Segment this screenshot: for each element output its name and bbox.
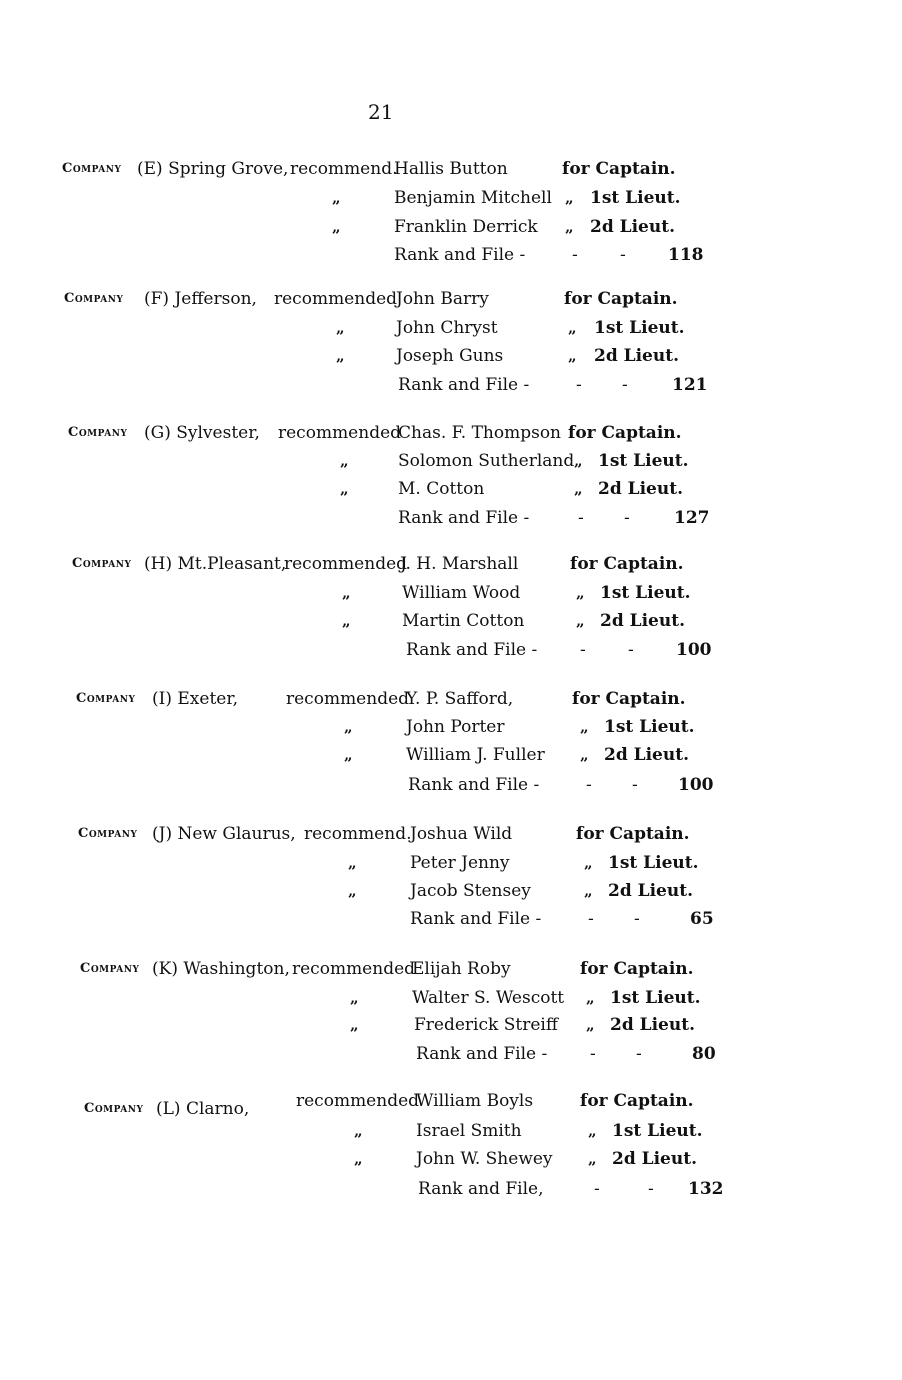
ditto-mark: „	[568, 319, 577, 337]
ditto-mark: „	[344, 746, 353, 764]
captain-line	[78, 821, 838, 847]
ditto-mark: „	[336, 319, 345, 337]
leader-dash: -	[622, 375, 628, 395]
lieut1-line	[64, 315, 824, 341]
rank-and-file-label: Rank and File,	[418, 1179, 544, 1199]
lieut2-line	[64, 343, 824, 369]
lieut2-name: Franklin Derrick	[394, 217, 538, 237]
rank-file-line	[76, 772, 836, 798]
captain-name: Chas. F. Thompson	[398, 423, 562, 443]
rank-file-count: 100	[676, 640, 712, 660]
recommended-word: recommended	[296, 1091, 420, 1111]
ditto-mark: „	[586, 1016, 595, 1034]
rank-file-line	[80, 1041, 840, 1067]
captain-rank: for Captain.	[562, 159, 676, 179]
captain-line	[80, 956, 840, 982]
recommended-word: recommend.	[290, 159, 398, 179]
captain-line	[64, 286, 824, 312]
ditto-mark: „	[332, 218, 341, 236]
lieut2-name: Jacob Stensey	[410, 881, 531, 901]
captain-line	[62, 156, 822, 182]
lieut1-line	[72, 580, 832, 606]
company-entry-g	[68, 420, 828, 540]
lieut1-name: Israel Smith	[416, 1121, 522, 1141]
company-label: Company	[72, 556, 132, 571]
leader-dash: -	[636, 1044, 642, 1064]
lieut2-line	[72, 608, 832, 634]
ditto-mark: „	[584, 882, 593, 900]
ditto-mark: „	[576, 612, 585, 630]
rank-file-line	[68, 505, 828, 531]
recommended-word: recommend.	[304, 824, 412, 844]
rank-file-count: 132	[688, 1179, 724, 1199]
ditto-mark: „	[580, 718, 589, 736]
recommended-word: recommended	[278, 423, 402, 443]
rank-and-file-label: Rank and File -	[398, 375, 530, 395]
rank-file-count: 127	[674, 508, 710, 528]
company-entry-j	[78, 821, 838, 941]
company-entry-f	[64, 286, 824, 406]
ditto-mark: „	[348, 854, 357, 872]
lieut1-rank: 1st Lieut.	[608, 853, 699, 873]
captain-name: Y. P. Safford,	[406, 689, 514, 709]
rank-and-file-label: Rank and File -	[410, 909, 542, 929]
recommended-word: recommended	[292, 959, 416, 979]
rank-and-file-label: Rank and File -	[408, 775, 540, 795]
captain-rank: for Captain.	[564, 289, 678, 309]
lieut2-name: Joseph Guns	[396, 346, 504, 366]
lieut2-line	[78, 878, 838, 904]
lieut2-rank: 2d Lieut.	[608, 881, 693, 901]
lieut2-name: Frederick Streiff	[414, 1015, 558, 1035]
lieut1-name: Peter Jenny	[410, 853, 510, 873]
ditto-mark: „	[565, 189, 574, 207]
company-unit: (G) Sylvester,	[144, 423, 260, 443]
lieut2-line	[84, 1146, 844, 1172]
lieut1-rank: 1st Lieut.	[612, 1121, 703, 1141]
lieut2-line	[62, 214, 822, 240]
captain-line	[68, 420, 828, 446]
company-entry-e	[62, 156, 822, 276]
ditto-mark: „	[340, 480, 349, 498]
rank-and-file-label: Rank and File -	[394, 245, 526, 265]
company-label: Company	[84, 1101, 144, 1116]
recommended-word: recommended	[286, 689, 410, 709]
captain-name: John Barry	[396, 289, 489, 309]
captain-line	[84, 1088, 844, 1119]
company-label: Company	[76, 691, 136, 706]
company-unit: (J) New Glaurus,	[152, 824, 296, 844]
lieut2-name: William J. Fuller	[406, 745, 545, 765]
lieut1-rank: 1st Lieut.	[600, 583, 691, 603]
ditto-mark: „	[576, 584, 585, 602]
ditto-mark: „	[342, 612, 351, 630]
company-entry-k	[80, 956, 840, 1076]
lieut1-line	[68, 448, 828, 474]
lieut2-line	[80, 1012, 840, 1038]
company-unit: (L) Clarno,	[156, 1099, 250, 1119]
ditto-mark: „	[580, 746, 589, 764]
lieut2-name: M. Cotton	[398, 479, 485, 499]
captain-rank: for Captain.	[572, 689, 686, 709]
rank-file-count: 65	[690, 909, 714, 929]
leader-dash: -	[594, 1179, 600, 1199]
ditto-mark: „	[342, 584, 351, 602]
rank-file-line	[78, 906, 838, 932]
company-label: Company	[64, 291, 124, 306]
leader-dash: -	[578, 508, 584, 528]
company-unit: (I) Exeter,	[152, 689, 238, 709]
rank-file-line	[72, 637, 832, 663]
company-unit: (K) Washington,	[152, 959, 290, 979]
lieut1-rank: 1st Lieut.	[590, 188, 681, 208]
captain-name: Hallis Button	[394, 159, 508, 179]
leader-dash: -	[632, 775, 638, 795]
company-entry-h	[72, 551, 832, 671]
lieut2-rank: 2d Lieut.	[612, 1149, 697, 1169]
lieut2-rank: 2d Lieut.	[598, 479, 683, 499]
lieut2-rank: 2d Lieut.	[600, 611, 685, 631]
page-number: 21	[368, 100, 394, 124]
lieut2-rank: 2d Lieut.	[594, 346, 679, 366]
captain-line	[72, 551, 832, 577]
captain-rank: for Captain.	[570, 554, 684, 574]
captain-rank: for Captain.	[568, 423, 682, 443]
company-label: Company	[62, 161, 122, 176]
lieut1-name: John Porter	[406, 717, 505, 737]
ditto-mark: „	[588, 1150, 597, 1168]
ditto-mark: „	[568, 347, 577, 365]
ditto-mark: „	[354, 1122, 363, 1140]
ditto-mark: „	[336, 347, 345, 365]
lieut1-rank: 1st Lieut.	[604, 717, 695, 737]
ditto-mark: „	[344, 718, 353, 736]
rank-file-count: 121	[672, 375, 708, 395]
lieut2-rank: 2d Lieut.	[604, 745, 689, 765]
rank-and-file-label: Rank and File -	[406, 640, 538, 660]
ditto-mark: „	[574, 480, 583, 498]
ditto-mark: „	[354, 1150, 363, 1168]
ditto-mark: „	[340, 452, 349, 470]
lieut1-name: John Chryst	[396, 318, 498, 338]
ditto-mark: „	[586, 989, 595, 1007]
leader-dash: -	[572, 245, 578, 265]
leader-dash: -	[624, 508, 630, 528]
ditto-mark: „	[574, 452, 583, 470]
lieut1-line	[78, 850, 838, 876]
lieut1-rank: 1st Lieut.	[594, 318, 685, 338]
lieut2-line	[68, 476, 828, 502]
lieut2-rank: 2d Lieut.	[610, 1015, 695, 1035]
captain-name: J. H. Marshall	[400, 554, 519, 574]
rank-file-count: 80	[692, 1044, 716, 1064]
lieut2-line	[76, 742, 836, 768]
captain-line	[76, 686, 836, 712]
company-unit: (F) Jefferson,	[144, 289, 257, 309]
leader-dash: -	[648, 1179, 654, 1199]
lieut1-name: William Wood	[402, 583, 521, 603]
rank-and-file-label: Rank and File -	[398, 508, 530, 528]
leader-dash: -	[590, 1044, 596, 1064]
lieut2-name: John W. Shewey	[416, 1149, 553, 1169]
leader-dash: -	[576, 375, 582, 395]
rank-and-file-label: Rank and File -	[416, 1044, 548, 1064]
captain-name: William Boyls	[416, 1091, 534, 1111]
lieut1-name: Benjamin Mitchell	[394, 188, 552, 208]
lieut1-line	[76, 714, 836, 740]
rank-file-count: 100	[678, 775, 714, 795]
rank-file-line	[62, 242, 822, 268]
captain-rank: for Captain.	[580, 1091, 694, 1111]
rank-file-line	[84, 1176, 844, 1202]
lieut2-rank: 2d Lieut.	[590, 217, 675, 237]
leader-dash: -	[628, 640, 634, 660]
leader-dash: -	[634, 909, 640, 929]
captain-rank: for Captain.	[580, 959, 694, 979]
company-unit: (E) Spring Grove,	[137, 159, 289, 179]
company-label: Company	[78, 826, 138, 841]
lieut1-name: Walter S. Wescott	[412, 988, 565, 1008]
lieut1-rank: 1st Lieut.	[598, 451, 689, 471]
leader-dash: -	[586, 775, 592, 795]
company-entry-i	[76, 686, 836, 806]
rank-file-line	[64, 372, 824, 398]
ditto-mark: „	[565, 218, 574, 236]
lieut1-name: Solomon Sutherland	[398, 451, 575, 471]
company-unit: (H) Mt.Pleasant,	[144, 554, 287, 574]
ditto-mark: „	[332, 189, 341, 207]
ditto-mark: „	[350, 1016, 359, 1034]
leader-dash: -	[580, 640, 586, 660]
recommended-word: recommended	[274, 289, 398, 309]
rank-file-count: 118	[668, 245, 704, 265]
company-entry-l	[84, 1088, 844, 1208]
company-label: Company	[68, 425, 128, 440]
lieut1-line	[80, 985, 840, 1011]
captain-name: Joshua Wild	[410, 824, 513, 844]
ditto-mark: „	[584, 854, 593, 872]
recommended-word: recommended	[284, 554, 408, 574]
lieut1-line	[84, 1118, 844, 1144]
captain-name: Elijah Roby	[412, 959, 511, 979]
lieut1-rank: 1st Lieut.	[610, 988, 701, 1008]
ditto-mark: „	[348, 882, 357, 900]
leader-dash: -	[620, 245, 626, 265]
company-label: Company	[80, 961, 140, 976]
ditto-mark: „	[588, 1122, 597, 1140]
captain-rank: for Captain.	[576, 824, 690, 844]
lieut2-name: Martin Cotton	[402, 611, 525, 631]
lieut1-line	[62, 185, 822, 211]
leader-dash: -	[588, 909, 594, 929]
ditto-mark: „	[350, 989, 359, 1007]
